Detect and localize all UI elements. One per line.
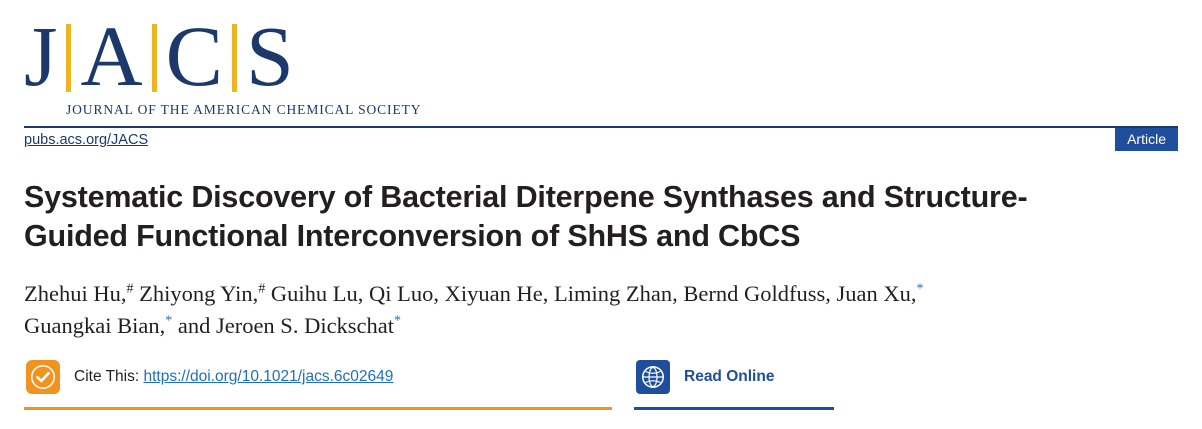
journal-url-link[interactable]: pubs.acs.org/JACS bbox=[24, 132, 149, 148]
cite-and-read-bar bbox=[24, 358, 1178, 410]
author-segment: Guihu Lu, Qi Luo, Xiyuan He, Liming Zhan, Bernd Goldfuss, Juan Xu, bbox=[265, 281, 917, 306]
doi-link[interactable]: https://doi.org/10.1021/jacs.6c02649 bbox=[143, 368, 394, 385]
journal-subtitle: JOURNAL OF THE AMERICAN CHEMICAL SOCIETY bbox=[66, 102, 422, 117]
logo-letter-c: C bbox=[165, 8, 223, 105]
article-type-badge: Article bbox=[1115, 128, 1178, 151]
corresponding-author-mark: * bbox=[394, 313, 402, 329]
logo-letter-s: S bbox=[245, 8, 294, 105]
jacs-logo bbox=[24, 6, 424, 105]
logo-divider-bar bbox=[66, 24, 71, 92]
logo-letter-a: A bbox=[80, 8, 143, 105]
header-divider bbox=[24, 126, 1178, 128]
read-online-underline bbox=[634, 407, 834, 410]
author-segment: Zhehui Hu, bbox=[24, 281, 127, 306]
page-title: Systematic Discovery of Bacterial Diterpene Synthases and Structure-Guided Functional Interconversion of ShHS and CbCS bbox=[24, 180, 1028, 254]
cite-this-text bbox=[74, 368, 393, 386]
corresponding-author-mark: * bbox=[165, 313, 173, 329]
author-footnote-mark: # bbox=[126, 281, 134, 297]
read-online-block[interactable] bbox=[634, 358, 1178, 410]
cite-underline bbox=[24, 407, 612, 410]
author-segment: Zhiyong Yin, bbox=[133, 281, 259, 306]
author-list bbox=[24, 278, 1154, 342]
corresponding-author-mark: * bbox=[916, 281, 924, 297]
checkmark-circle-icon bbox=[26, 360, 60, 394]
journal-masthead bbox=[24, 6, 424, 118]
globe-icon bbox=[636, 360, 670, 394]
author-segment: Guangkai Bian, bbox=[24, 312, 166, 338]
logo-letter-j: J bbox=[24, 8, 58, 105]
author-footnote-mark: # bbox=[258, 281, 266, 297]
read-online-label[interactable]: Read Online bbox=[684, 368, 775, 385]
logo-divider-bar bbox=[152, 24, 157, 92]
header-rule-row bbox=[24, 126, 1178, 156]
author-segment: and Jeroen S. Dickschat bbox=[172, 312, 395, 338]
cite-this-label: Cite This: bbox=[74, 368, 140, 385]
logo-divider-bar bbox=[232, 24, 237, 92]
cite-this-block bbox=[24, 358, 612, 410]
